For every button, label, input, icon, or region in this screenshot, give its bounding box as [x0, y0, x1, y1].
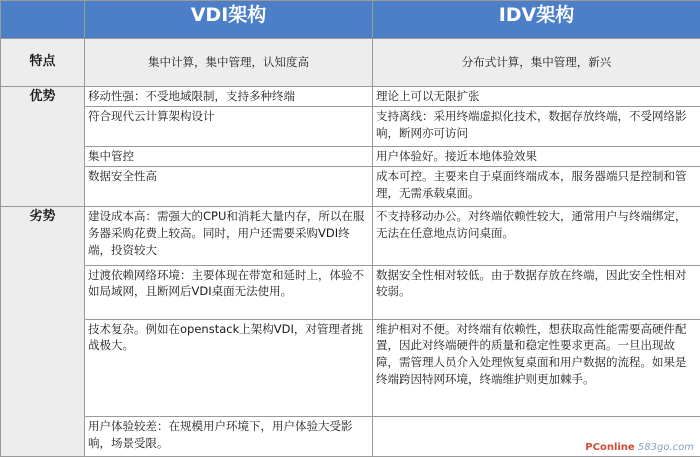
table-row — [1, 265, 700, 319]
disadvantage-idv-cell: 维护相对不便。对终端有依赖性，想获取高性能需要高硬件配置，因此对终端硬件的质量和稳定性要求更高。一旦出现故障，需管理人员介入处理恢复桌面和用户数据的流程。如果是终端跨因特网环境，终端维护则更加棘手。 — [373, 319, 700, 416]
watermark-site: 583go.com — [637, 442, 694, 453]
header-vdi: VDI架构 — [85, 1, 373, 39]
features-idv: 分布式计算，集中管理，新兴 — [373, 39, 700, 87]
disadvantage-idv-cell: 不支持移动办公。对终端依赖性较大，通常用户与终端绑定，无法在任意地点访问桌面。 — [373, 207, 700, 265]
table-row — [1, 207, 700, 265]
header-idv: IDV架构 — [373, 1, 700, 39]
features-vdi: 集中计算，集中管理，认知度高 — [85, 39, 373, 87]
disadvantage-vdi-cell: 过渡依赖网络环境：主要体现在带宽和延时上，体验不如局域网，且断网后VDI桌面无法使用。 — [85, 265, 373, 319]
table-row — [1, 147, 700, 167]
table-row — [1, 107, 700, 147]
advantage-vdi-cell: 移动性强：不受地域限制，支持多种终端 — [85, 87, 373, 107]
disadvantage-idv-cell: 数据安全性相对较低。由于数据存放在终端，因此安全性相对较弱。 — [373, 265, 700, 319]
watermark — [585, 442, 694, 453]
advantages-label: 优势 — [1, 87, 85, 207]
advantage-vdi-cell: 集中管控 — [85, 147, 373, 167]
header-corner — [1, 1, 85, 39]
disadvantage-vdi-cell: 建设成本高：需强大的CPU和消耗大量内存，所以在服务器采购花费上较高。同时，用户还需要采购VDI终端，投资较大 — [85, 207, 373, 265]
table-row — [1, 87, 700, 107]
features-label: 特点 — [1, 39, 85, 87]
advantage-vdi-cell: 符合现代云计算架构设计 — [85, 107, 373, 147]
disadvantage-vdi-cell: 技术复杂。例如在openstack上架构VDI，对管理者挑战极大。 — [85, 319, 373, 416]
table-row — [1, 167, 700, 207]
advantage-idv-cell: 支持离线：采用终端虚拟化技术，数据存放终端，不受网络影响，断网亦可访问 — [373, 107, 700, 147]
features-row — [1, 39, 700, 87]
header-row — [1, 1, 700, 39]
advantage-idv-cell: 理论上可以无限扩张 — [373, 87, 700, 107]
watermark-brand: PConline — [585, 442, 635, 453]
table-row — [1, 319, 700, 416]
disadvantages-label: 劣势 — [1, 207, 85, 457]
disadvantage-vdi-cell: 用户体验较差：在规模用户环境下，用户体验大受影响，场景受限。 — [85, 416, 373, 456]
advantage-idv-cell: 成本可控。主要来自于桌面终端成本，服务器端只是控制和管理，无需承载桌面。 — [373, 167, 700, 207]
advantage-vdi-cell: 数据安全性高 — [85, 167, 373, 207]
advantage-idv-cell: 用户体验好。接近本地体验效果 — [373, 147, 700, 167]
